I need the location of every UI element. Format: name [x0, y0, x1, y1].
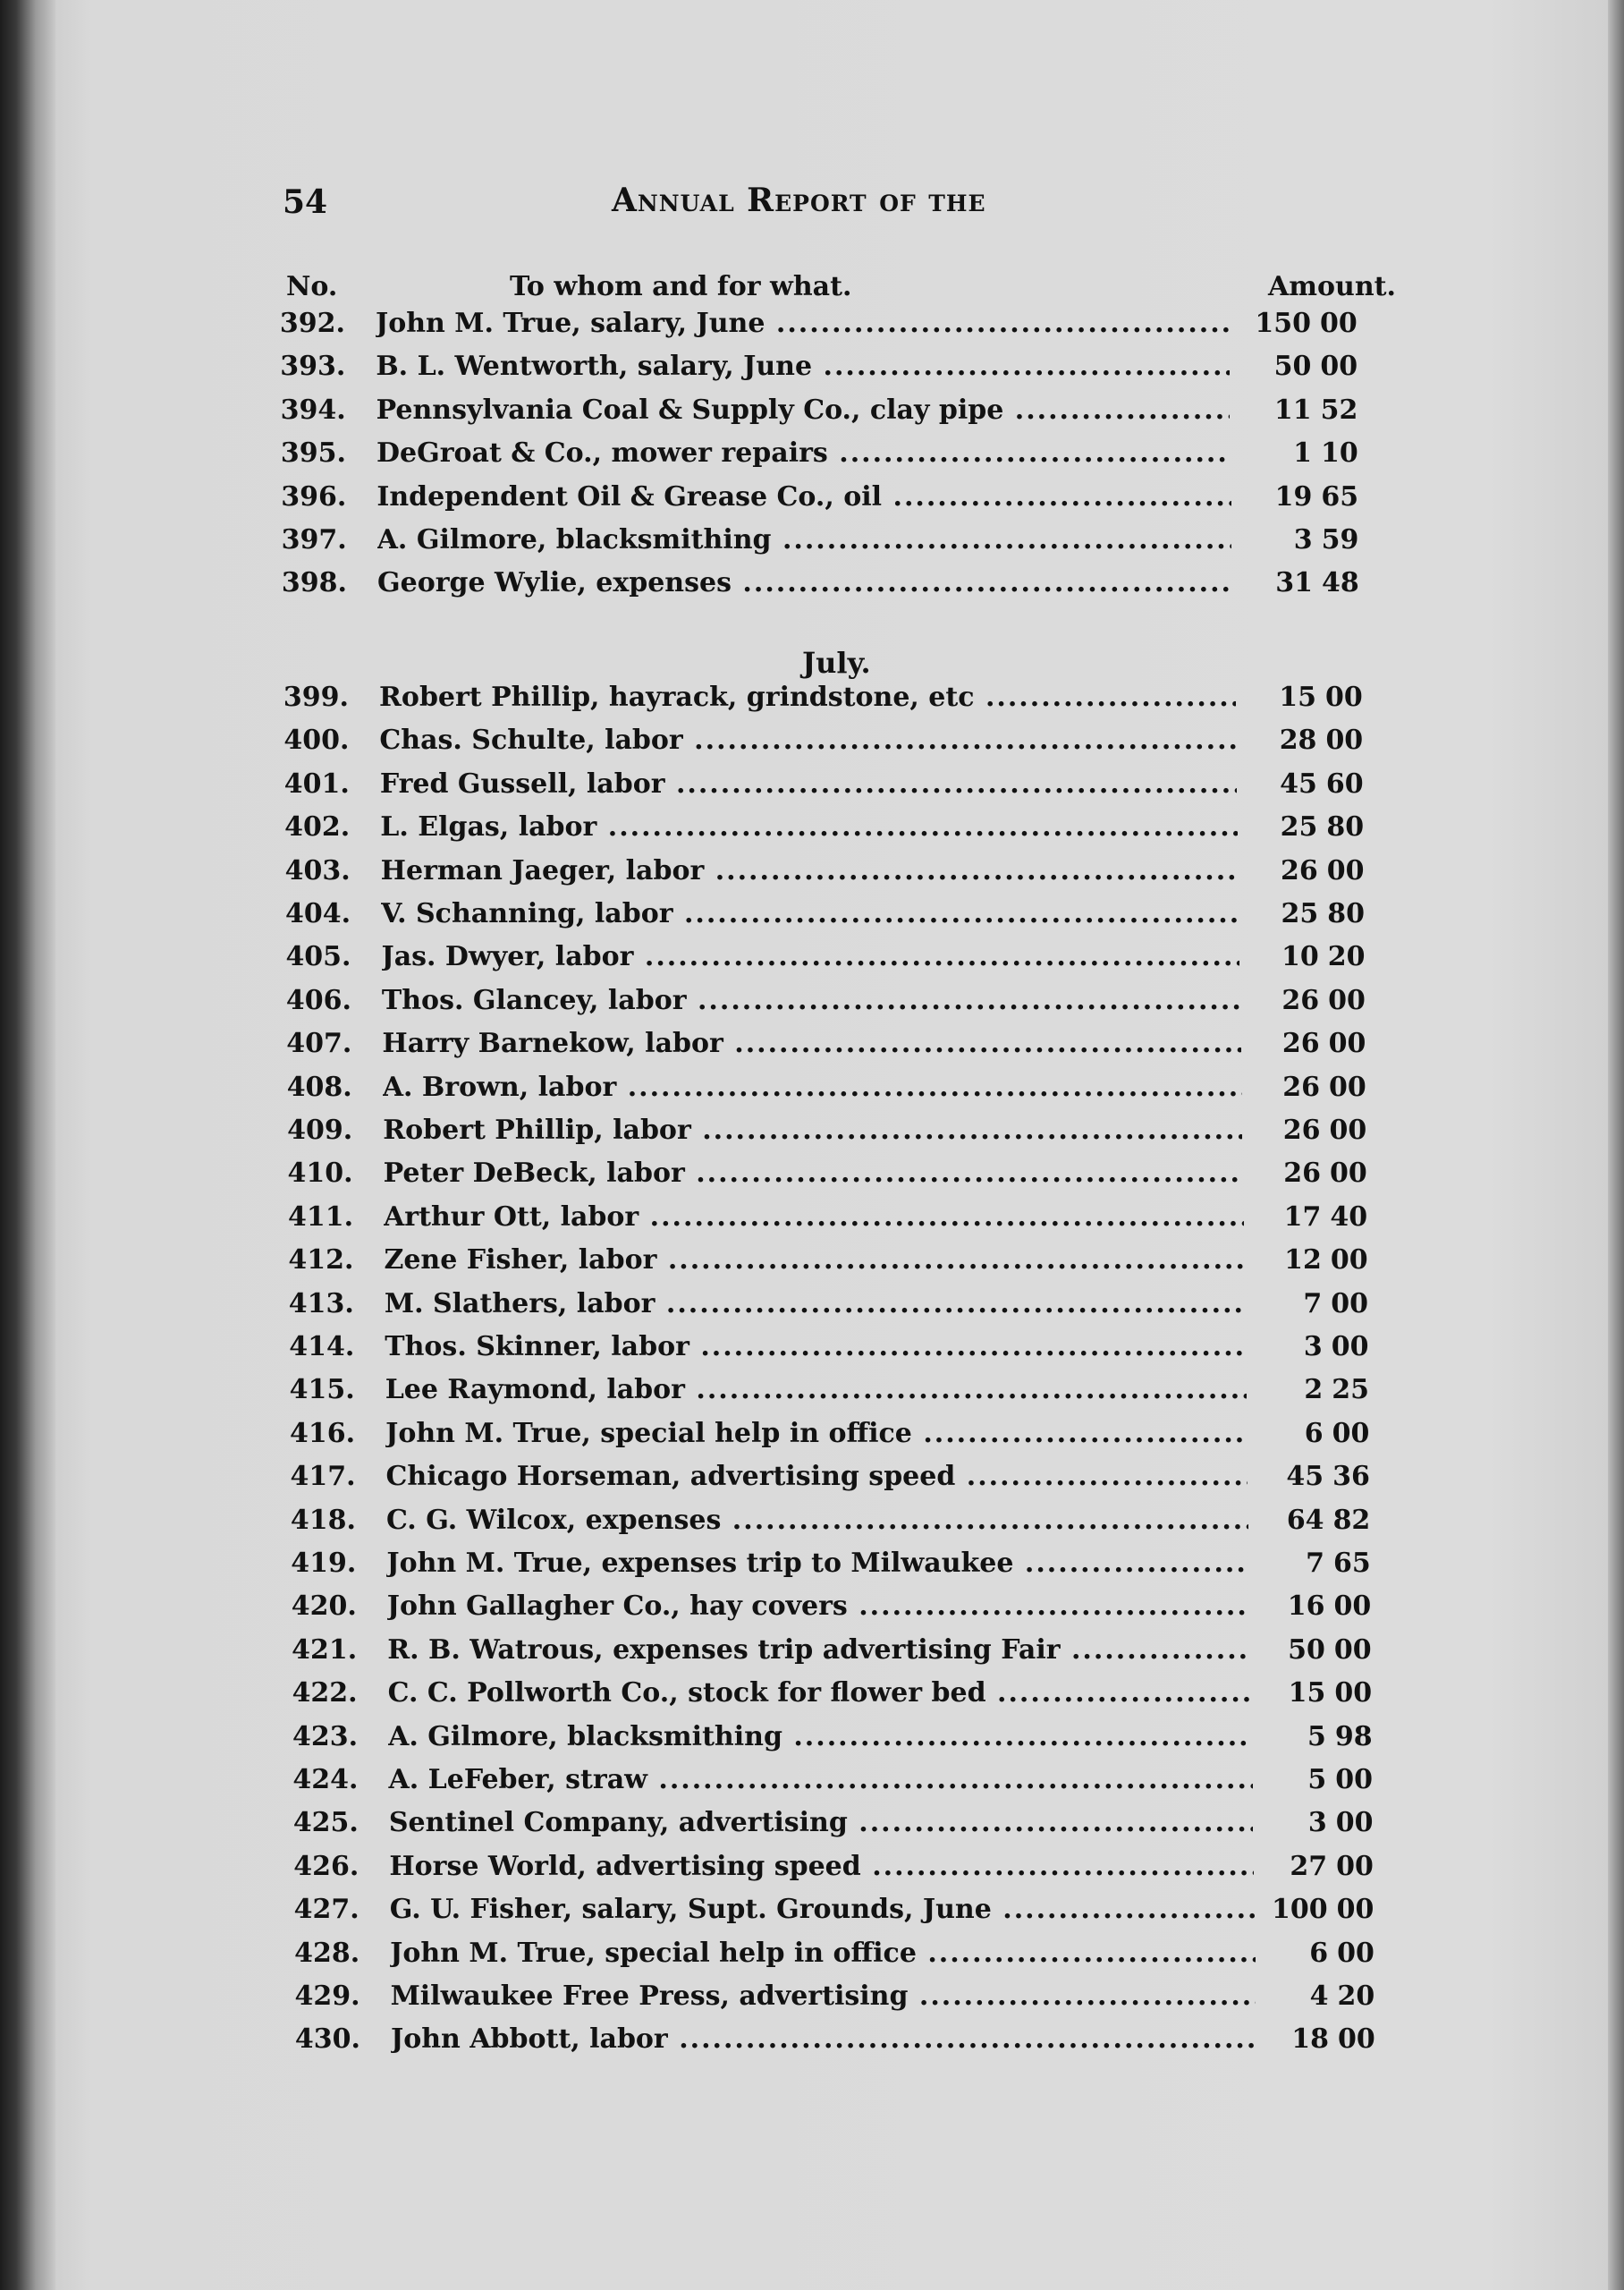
amount-dollars: 3 [1303, 1331, 1323, 1362]
entry-description: Independent Oil & Grease Co., oil ..... [376, 481, 1231, 513]
entry-description: John M. True, special help in office ..... [385, 1418, 1247, 1449]
amount-dollars: 10 [1281, 941, 1319, 973]
amount-cents: 00 [1336, 1850, 1374, 1882]
entry-description: John Gallagher Co., hay covers ..... [387, 1590, 1250, 1622]
amount-cents: 00 [1337, 1937, 1374, 1969]
entry-number: 414. [289, 1331, 355, 1362]
amount-cents: 00 [1329, 1071, 1366, 1103]
entry-number: 393. [280, 351, 346, 383]
entry-description: Horse World, advertising speed ..... [389, 1851, 1254, 1882]
amount-dollars: 26 [1281, 1028, 1320, 1060]
amount-dollars: 31 [1275, 567, 1313, 599]
amount-dollars: 27 [1290, 1850, 1328, 1882]
entry-description: Milwaukee Free Press, advertising ..... [391, 1980, 1256, 2012]
entry-number: 411. [287, 1200, 354, 1233]
ledger-row [267, 1244, 1383, 1280]
amount-cents: 20 [1337, 1980, 1375, 2012]
ledger-row [273, 1851, 1390, 1887]
ledger-row [269, 1418, 1386, 1454]
amount-dollars: 17 [1283, 1200, 1322, 1233]
ledger-row [274, 1894, 1391, 1930]
entry-description: John M. True, special help in office ..... [390, 1938, 1255, 1969]
amount-dollars: 15 [1279, 682, 1316, 713]
entry-number: 416. [290, 1417, 356, 1449]
entry-number: 420. [291, 1590, 357, 1623]
amount-cents: 98 [1334, 1720, 1373, 1752]
entry-description: M. Slathers, labor ..... [385, 1288, 1246, 1319]
ledger-row [275, 2023, 1391, 2059]
entry-description: Pennsylvania Coal & Supply Co., clay pipe ..... [376, 394, 1231, 426]
amount-dollars: 16 [1287, 1590, 1325, 1623]
amount-cents: 65 [1333, 1548, 1371, 1579]
entry-number: 401. [283, 768, 350, 800]
amount-dollars: 3 [1293, 524, 1313, 556]
entry-number: 403. [284, 854, 351, 886]
entry-number: 405. [285, 941, 351, 973]
entry-description: Sentinel Company, advertising ..... [389, 1807, 1253, 1838]
ledger-row [267, 1201, 1383, 1237]
amount-dollars: 12 [1284, 1244, 1322, 1276]
entry-number: 426. [293, 1850, 359, 1882]
ledger-row [270, 1461, 1387, 1497]
entry-number: 396. [281, 480, 347, 513]
entry-number: 409. [287, 1115, 353, 1146]
column-header-amount: Amount. [1268, 271, 1396, 302]
entry-number: 413. [288, 1287, 354, 1319]
entry-number: 394. [280, 394, 346, 426]
entry-number: 429. [294, 1980, 360, 2012]
entry-number: 415. [289, 1374, 355, 1406]
ledger-row [261, 524, 1375, 560]
ledger-row [266, 1072, 1383, 1107]
ledger-row [273, 1807, 1390, 1843]
amount-cents: 00 [1335, 1807, 1374, 1839]
ledger-row [259, 308, 1374, 344]
entry-description: Lee Raymond, labor ..... [385, 1374, 1247, 1405]
running-head: Annual Report of the [612, 182, 986, 219]
amount-dollars: 50 [1288, 1633, 1325, 1666]
entry-number: 398. [281, 567, 347, 599]
ledger-row [272, 1677, 1389, 1713]
amount-cents: 00 [1331, 1287, 1369, 1319]
entry-number: 408. [286, 1071, 352, 1103]
entry-number: 412. [288, 1244, 354, 1276]
ledger-row [266, 1115, 1383, 1150]
amount-dollars: 15 [1288, 1677, 1326, 1709]
entry-description: Fred Gussell, labor ..... [380, 768, 1238, 800]
amount-cents: 00 [1331, 1331, 1369, 1362]
amount-cents: 80 [1326, 811, 1365, 844]
entry-number: 399. [283, 682, 349, 713]
ledger-row [264, 811, 1380, 847]
amount-cents: 20 [1327, 941, 1366, 973]
amount-cents: 00 [1326, 854, 1365, 886]
entry-number: 392. [279, 308, 345, 339]
ledger-row [259, 351, 1374, 386]
entry-number: 422. [292, 1677, 358, 1709]
entry-description: L. Elgas, labor ..... [380, 811, 1238, 843]
ledger-row [268, 1331, 1384, 1367]
entry-description: John M. True, expenses trip to Milwaukee ..... [386, 1548, 1248, 1579]
ledger-row [270, 1505, 1387, 1540]
entry-description: Thos. Skinner, labor ..... [385, 1331, 1246, 1362]
ledger-row [261, 567, 1375, 603]
amount-cents: 00 [1325, 682, 1363, 713]
amount-dollars: 26 [1281, 984, 1320, 1016]
amount-dollars: 5 [1307, 1720, 1326, 1752]
entry-number: 395. [280, 437, 346, 470]
amount-dollars: 25 [1280, 811, 1318, 844]
ledger-row [263, 725, 1379, 760]
amount-dollars: 26 [1283, 1158, 1321, 1190]
amount-dollars: 7 [1306, 1548, 1325, 1579]
entry-description: Zene Fisher, labor ..... [384, 1244, 1244, 1276]
amount-dollars: 26 [1281, 854, 1318, 886]
amount-cents: 00 [1335, 1764, 1374, 1795]
amount-dollars: 150 [1255, 308, 1311, 339]
entry-number: 406. [285, 984, 351, 1016]
entry-description: John M. True, salary, June ..... [376, 308, 1229, 339]
entry-description: Harry Barnekow, labor ..... [382, 1028, 1241, 1059]
ledger-row [270, 1548, 1387, 1583]
ledger-row [271, 1590, 1388, 1626]
ledger-row [268, 1288, 1384, 1324]
amount-dollars: 6 [1304, 1417, 1324, 1449]
amount-cents: 00 [1338, 2023, 1375, 2056]
amount-cents: 00 [1328, 1028, 1366, 1060]
amount-cents: 00 [1330, 1244, 1368, 1276]
entry-number: 418. [290, 1504, 356, 1536]
entry-description: Chas. Schulte, labor ..... [379, 725, 1236, 756]
amount-cents: 00 [1334, 1677, 1373, 1709]
column-header-description: To whom and for what. [510, 271, 852, 302]
ledger-row [266, 941, 1382, 977]
ledger-row [264, 768, 1380, 804]
entry-number: 421. [292, 1633, 358, 1666]
amount-cents: 00 [1333, 1633, 1372, 1666]
entry-description: C. C. Pollworth Co., stock for flower bed ..... [388, 1677, 1251, 1709]
entry-number: 400. [283, 725, 350, 757]
ledger-row [260, 481, 1374, 517]
amount-dollars: 19 [1274, 480, 1313, 513]
entry-description: A. LeFeber, straw ..... [388, 1764, 1252, 1795]
entry-number: 407. [286, 1028, 352, 1060]
entry-number: 430. [294, 2023, 360, 2056]
ledger-row [263, 682, 1379, 717]
entry-description: Robert Phillip, labor ..... [383, 1115, 1242, 1146]
entry-description: V. Schanning, labor ..... [381, 898, 1239, 929]
amount-dollars: 26 [1282, 1071, 1321, 1103]
amount-dollars: 64 [1286, 1504, 1324, 1536]
entry-number: 417. [290, 1461, 356, 1493]
ledger-row [260, 437, 1374, 473]
ledger-row [260, 394, 1374, 430]
amount-cents: 36 [1332, 1461, 1370, 1493]
entry-description: A. Gilmore, blacksmithing ..... [388, 1721, 1252, 1752]
entry-number: 397. [281, 524, 347, 556]
amount-cents: 40 [1330, 1200, 1368, 1233]
entry-description: C. G. Wilcox, expenses ..... [386, 1505, 1248, 1536]
amount-cents: 00 [1320, 351, 1358, 383]
entry-number: 404. [285, 898, 351, 929]
amount-cents: 52 [1320, 394, 1358, 426]
ledger-row [265, 898, 1381, 934]
amount-dollars: 28 [1279, 725, 1317, 757]
amount-cents: 48 [1322, 567, 1359, 599]
amount-cents: 60 [1325, 768, 1364, 800]
ledger-row [266, 1028, 1382, 1064]
amount-cents: 00 [1329, 1115, 1367, 1146]
amount-dollars: 3 [1307, 1807, 1327, 1839]
entry-description: John Abbott, labor ..... [391, 2023, 1256, 2055]
ledger-row [272, 1764, 1389, 1800]
entry-number: 428. [294, 1937, 360, 1969]
page-number: 54 [283, 183, 328, 221]
entry-number: 410. [287, 1158, 353, 1190]
entry-description: G. U. Fisher, salary, Supt. Grounds, June ..... [390, 1894, 1255, 1925]
ledger-row [266, 985, 1382, 1021]
entry-description: George Wylie, expenses ..... [377, 567, 1232, 598]
amount-dollars: 4 [1309, 1980, 1329, 2012]
entry-description: A. Brown, labor ..... [383, 1072, 1242, 1103]
ledger-row [271, 1634, 1388, 1670]
amount-cents: 00 [1329, 1158, 1367, 1190]
entry-description: DeGroat & Co., mower repairs ..... [376, 437, 1231, 469]
entry-number: 424. [292, 1764, 359, 1795]
entry-description: A. Gilmore, blacksmithing ..... [377, 524, 1232, 556]
column-header-no: No. [286, 271, 338, 302]
amount-cents: 10 [1321, 437, 1358, 470]
entry-number: 402. [284, 811, 351, 844]
amount-dollars: 45 [1280, 768, 1317, 800]
entry-number: 427. [293, 1894, 359, 1926]
scan-shadow-left [0, 0, 55, 2290]
amount-dollars: 1 [1293, 437, 1312, 470]
amount-dollars: 2 [1304, 1374, 1324, 1406]
ledger-row [275, 1980, 1391, 2016]
amount-cents: 00 [1325, 725, 1364, 757]
scan-shadow-right [1608, 0, 1624, 2290]
amount-dollars: 25 [1281, 898, 1319, 929]
entry-description: Herman Jaeger, labor ..... [381, 855, 1239, 886]
amount-cents: 00 [1332, 1417, 1370, 1449]
entry-description: Thos. Glancey, labor ..... [382, 985, 1240, 1016]
amount-dollars: 18 [1291, 2023, 1329, 2056]
section-title-july: July. [802, 646, 871, 680]
amount-cents: 00 [1328, 984, 1366, 1016]
amount-cents: 80 [1327, 898, 1365, 929]
ledger-row [265, 855, 1381, 891]
entry-description: Arthur Ott, labor ..... [384, 1201, 1244, 1233]
entry-description: Robert Phillip, hayrack, grindstone, etc ..... [379, 682, 1236, 713]
entry-number: 425. [292, 1807, 359, 1839]
entry-description: B. L. Wentworth, salary, June ..... [376, 351, 1229, 382]
entry-number: 423. [292, 1720, 359, 1752]
amount-dollars: 50 [1273, 351, 1312, 383]
ledger-row [269, 1374, 1386, 1410]
amount-dollars: 100 [1272, 1894, 1328, 1926]
amount-cents: 00 [1333, 1590, 1372, 1623]
amount-dollars: 26 [1282, 1115, 1321, 1146]
amount-cents: 59 [1321, 524, 1359, 556]
entry-description: Peter DeBeck, labor ..... [384, 1158, 1244, 1189]
amount-cents: 00 [1320, 308, 1358, 339]
amount-cents: 65 [1321, 480, 1359, 513]
entry-description: R. B. Watrous, expenses trip advertising Fair ..... [387, 1634, 1250, 1666]
entry-description: Chicago Horseman, advertising speed ..... [386, 1461, 1248, 1492]
amount-dollars: 5 [1307, 1764, 1327, 1795]
ledger-row [267, 1158, 1383, 1193]
amount-cents: 25 [1332, 1374, 1369, 1406]
amount-dollars: 7 [1303, 1287, 1323, 1319]
ledger-row [272, 1721, 1389, 1757]
amount-dollars: 6 [1309, 1937, 1329, 1969]
amount-dollars: 11 [1273, 394, 1312, 426]
amount-cents: 00 [1336, 1894, 1374, 1926]
amount-cents: 82 [1332, 1504, 1371, 1536]
entry-number: 419. [291, 1548, 357, 1579]
ledger-row [274, 1938, 1391, 1973]
entry-description: Jas. Dwyer, labor ..... [382, 941, 1240, 972]
amount-dollars: 45 [1286, 1461, 1324, 1493]
